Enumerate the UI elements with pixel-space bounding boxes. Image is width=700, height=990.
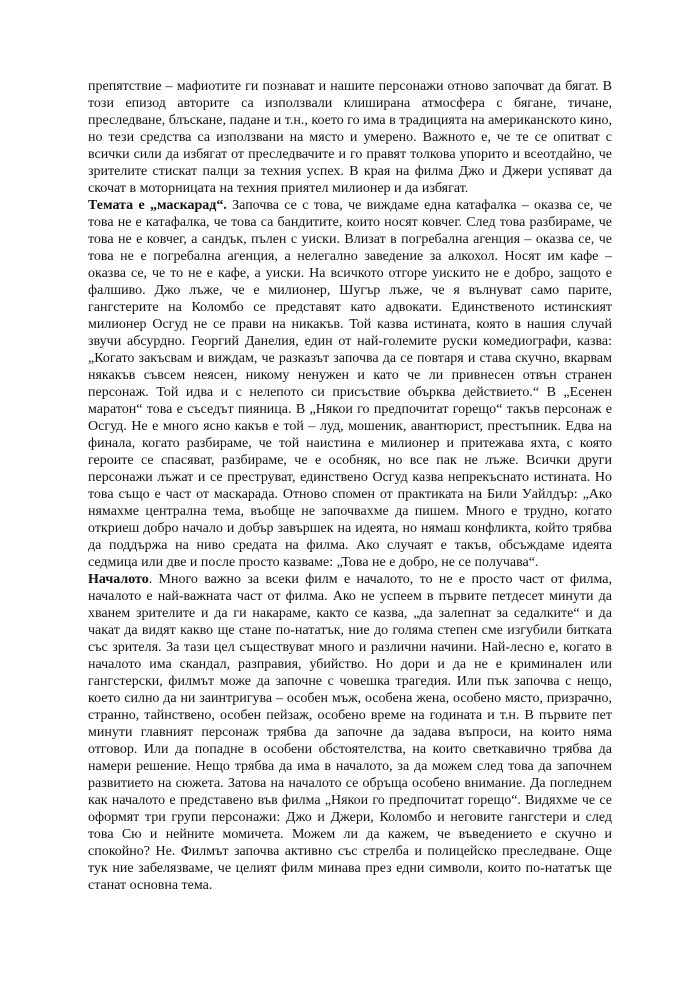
document-page [88,78,612,894]
paragraph-text: . Много важно за всеки филм е началото, то не е просто част от филма, началото е най-важната част от филма. Ако не успеем в първите петдесет минути да хванем зрителите и да ги накараме, както се казва, „да залепнат за седалките“ и да чакат да видят какво ще стане по-нататък, ние до голяма степен сме изгубили битката със зрителя. За тази цел съществуват много и различни начини. Най-лесно е, когато в началото има скандал, разправия, убийство. Но дори и да не е криминален или гангстерски, филмът може да започне с човешка трагедия. Или пък започва с нещо, което силно да ни заинтригува – особен мъж, особена жена, особено място, призрачно, странно, тайнствено, особен пейзаж, особено време на годината и т.н. В първите пет минути главният персонаж трябва да започне да задава въпроси, на които няма отговор. Или да попадне в особени обстоятелства, на които светкавично трябва да намери решение. Нещо трябва да има в началото, за да можем след това да започнем развитието на сюжета. Затова на началото се обръща особено внимание. Да погледнем как началото е представено във филма „Някои го предпочитат горещо“. Видяхме че се оформят три групи персонажи: Джо и Джери, Коломбо и неговите гангстери и след това Сю и нейните момичета. Можем ли да кажем, че въведението е скучно и спокойно? Не. Филмът започва активно със стрелба и полицейско преследване. Още тук ние забелязваме, че целият филм минава през едни символи, които по-нататък ще станат основна тема. [88,572,612,893]
paragraph-chase [88,78,612,197]
section-heading-beginning: Началото [88,572,149,587]
paragraph-text: препятствие – мафиотите ги познават и нашите персонажи отново започват да бягат. В този епизод авторите са използвали клиширана атмосфера с бягане, тичане, преследване, блъскане, падане и т.н., което го има в традицията на американското кино, но тези средства са използвани на място и умерено. Важното е, че те се опитват с всички сили да избягат от преследвачите и го правят толкова упорито и всеотдайно, че зрителите стискат палци за техния успех. В края на филма Джо и Джери успяват да скочат в моторницата на техния приятел милионер и да избягат. [88,79,612,196]
paragraph-beginning [88,571,612,894]
paragraph-masquerade [88,197,612,571]
section-heading-masquerade: Темата е „маскарад“. [88,198,227,213]
paragraph-text: Започва се с това, че виждаме една катафалка – оказва се, че това не е катафалка, че това са бандитите, които носят ковчег. След това разбираме, че това не е ковчег, а сандък, пълен с уиски. Влизат в погребална агенция – оказва се, че това не е погребална агенция, а нелегално заведение за алкохол. Носят им кафе – оказва се, че то не е кафе, а уиски. На всичкото отгоре уискито не е добро, защото е фалшиво. Джо лъже, че е милионер, Шугър лъже, че я вълнуват само парите, гангстерите на Коломбо се представят като адвокати. Единственото истинският милионер Осгуд не се прави на никакъв. Той казва истината, която в нашия случай звучи абсурдно. Георгий Данелия, един от най-големите руски комедиографи, казва: „Когато закъсвам и виждам, че разказът започва да се повтаря и става скучно, вкарвам някакъв съвсем неясен, никому ненужен и като че ли привнесен отвън странен персонаж. Той идва и с нелепото си присъствие обърква действието.“ В „Есенен маратон“ това е съседът пияница. В „Някои го предпочитат горещо“ такъв персонаж е Осгуд. Не е много ясно какъв е той – луд, мошеник, авантюрист, престъпник. Едва на финала, когато разбираме, че той наистина е милионер и притежава яхта, с която героите се спасяват, разбираме, че е особняк, но все пак не лъже. Всички други персонажи лъжат и се преструват, единствено Осгуд казва непрекъснато истината. Но това също е част от маскарада. Отново спомен от практиката на Били Уайлдър: „Ако нямахме централна тема, въобще не започвахме да пишем. Много е трудно, когато откриеш добро начало и добър завършек на идеята, но нямаш конфликта, който трябва да поддържа на ниво средата на филма. Ако случаят е такъв, обсъждаме идеята седмица или две и после просто казваме: „Това не е добро, не се получава“. [88,198,612,570]
